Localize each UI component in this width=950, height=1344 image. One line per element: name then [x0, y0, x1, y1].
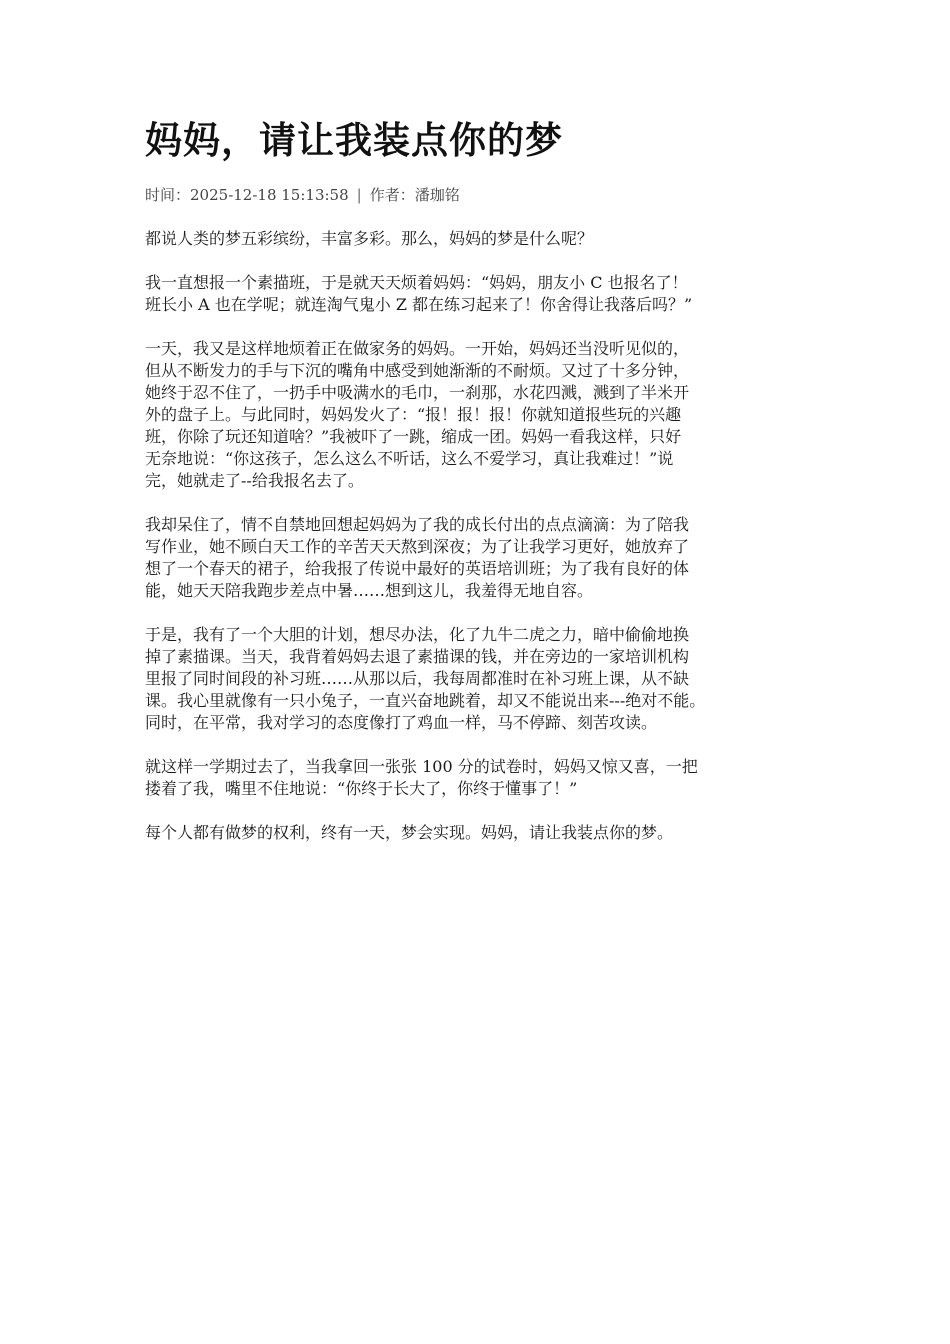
- paragraph-line: 班，你除了玩还知道啥？”我被吓了一跳，缩成一团。妈妈一看我这样，只好: [145, 427, 682, 446]
- paragraph-line: 完，她就走了--给我报名去了。: [145, 471, 364, 490]
- time-value: 2025-12-18 15:13:58: [190, 186, 349, 204]
- paragraph-6: [145, 756, 825, 800]
- paragraph-line: 能，她天天陪我跑步差点中暑……想到这儿，我羞得无地自容。: [145, 581, 594, 600]
- paragraph-line: 就这样一学期过去了，当我拿回一张张 100 分的试卷时，妈妈又惊又喜，一把: [145, 757, 698, 776]
- author-label: 作者：: [369, 186, 415, 204]
- paragraph-line: 都说人类的梦五彩缤纷，丰富多彩。那么，妈妈的梦是什么呢？: [145, 229, 594, 248]
- paragraph-2: [145, 272, 825, 316]
- paragraph-line: 我却呆住了，情不自禁地回想起妈妈为了我的成长付出的点点滴滴：为了陪我: [145, 515, 690, 534]
- paragraph-line: 里报了同时间段的补习班……从那以后，我每周都准时在补习班上课，从不缺: [145, 669, 690, 688]
- paragraph-line: 无奈地说：“你这孩子，怎么这么不听话，这么不爱学习，真让我难过！”说: [145, 449, 674, 468]
- paragraph-line: 我一直想报一个素描班，于是就天天烦着妈妈：“妈妈，朋友小 C 也报名了！: [145, 273, 688, 292]
- paragraph-4: [145, 514, 825, 602]
- paragraph-3: [145, 338, 825, 492]
- paragraph-line: 每个人都有做梦的权利，终有一天，梦会实现。妈妈，请让我装点你的梦。: [145, 823, 674, 842]
- article-meta: [145, 184, 825, 206]
- article-body: [145, 228, 825, 844]
- paragraph-line: 同时，在平常，我对学习的态度像打了鸡血一样，马不停蹄、刻苦攻读。: [145, 713, 658, 732]
- time-label: 时间：: [145, 186, 191, 204]
- meta-separator: |: [356, 186, 362, 204]
- article: [145, 112, 825, 866]
- paragraph-line: 外的盘子上。与此同时，妈妈发火了：“报！报！报！你就知道报些玩的兴趣: [145, 405, 682, 424]
- paragraph-line: 想了一个春天的裙子，给我报了传说中最好的英语培训班；为了我有良好的体: [145, 559, 690, 578]
- author-value: 潘珈铭: [414, 186, 460, 204]
- paragraph-line: 课。我心里就像有一只小兔子，一直兴奋地跳着，却又不能说出来---绝对不能。: [145, 691, 706, 710]
- paragraph-line: 班长小 A 也在学呢；就连淘气鬼小 Z 都在练习起来了！你舍得让我落后吗？”: [145, 295, 693, 314]
- paragraph-1: [145, 228, 825, 250]
- paragraph-line: 搂着了我，嘴里不住地说：“你终于长大了，你终于懂事了！”: [145, 779, 578, 798]
- paragraph-7: [145, 822, 825, 844]
- paragraph-5: [145, 624, 825, 734]
- paragraph-line: 但从不断发力的手与下沉的嘴角中感受到她渐渐的不耐烦。又过了十多分钟，: [145, 361, 690, 380]
- page-title: 妈妈，请让我装点你的梦: [145, 118, 563, 162]
- paragraph-line: 写作业，她不顾白天工作的辛苦天天熬到深夜；为了让我学习更好，她放弃了: [145, 537, 690, 556]
- paragraph-line: 掉了素描课。当天，我背着妈妈去退了素描课的钱，并在旁边的一家培训机构: [145, 647, 690, 666]
- paragraph-line: 于是，我有了一个大胆的计划，想尽办法，化了九牛二虎之力，暗中偷偷地换: [145, 625, 690, 644]
- paragraph-line: 她终于忍不住了，一扔手中吸满水的毛巾，一刹那，水花四溅，溅到了半米开: [145, 383, 690, 402]
- paragraph-line: 一天，我又是这样地烦着正在做家务的妈妈。一开始，妈妈还当没听见似的，: [145, 339, 690, 358]
